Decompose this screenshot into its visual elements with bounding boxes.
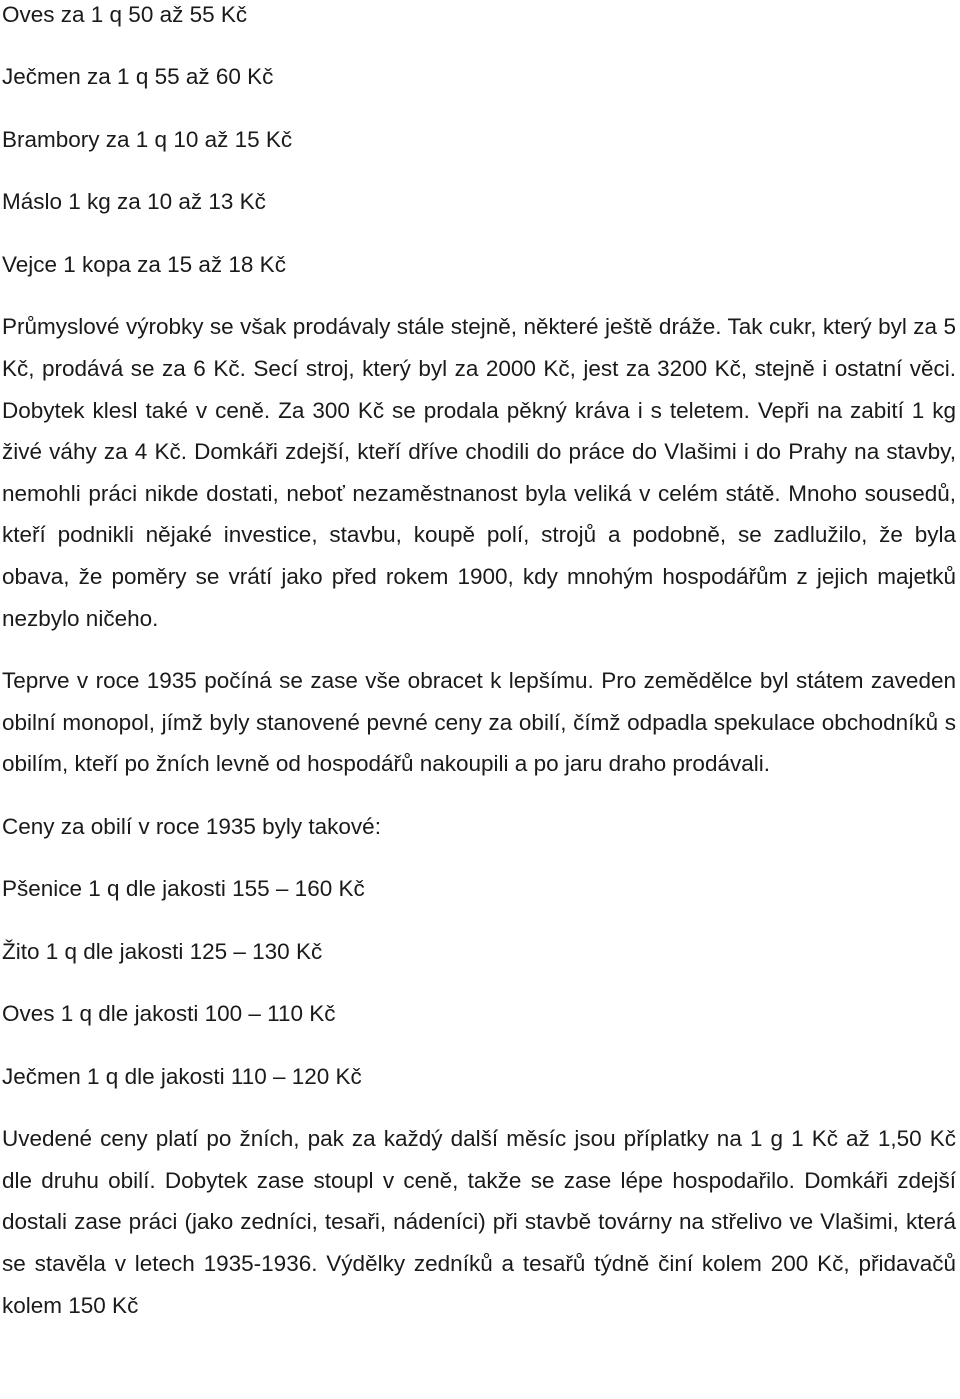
price-line: Vejce 1 kopa za 15 až 18 Kč	[2, 251, 286, 277]
price-line: Máslo 1 kg za 10 až 13 Kč	[2, 189, 266, 215]
paragraph-grain-monopoly: Teprve v roce 1935 počíná se zase vše obracet k lepšímu. Pro zemědělce byl státem zaveden obilní monopol, jímž byly stanovené pevné ceny za obilí, čímž odpadla spekulace obchodníků s obilím, kteří po žních levně od hospodářů nakoupili a po jaru draho prodávali.	[2, 668, 956, 777]
paragraph-surcharges-and-wages: Uvedené ceny platí po žních, pak za každý další měsíc jsou příplatky na 1 g 1 Kč až 1,50 Kč dle druhu obilí. Dobytek zase stoupl v ceně, takže se zase lépe hospodařilo. Domkáři zdejší dostali zase práci (jako zedníci, tesaři, nádeníci) při stavbě továrny na střelivo ve Vlašimi, která se stavěla v letech 1935-1936. Výdělky zedníků a tesařů týdně činí kolem 200 Kč, přidavačů kolem 150 Kč	[2, 1126, 956, 1318]
price-line: Brambory za 1 q 10 až 15 Kč	[2, 126, 293, 152]
grain-price-line: Ječmen 1 q dle jakosti 110 – 120 Kč	[2, 1063, 362, 1089]
price-line: Ječmen za 1 q 55 až 60 Kč	[2, 64, 274, 90]
grain-price-line: Žito 1 q dle jakosti 125 – 130 Kč	[2, 938, 323, 964]
price-line: Oves za 1 q 50 až 55 Kč	[2, 2, 248, 27]
heading-grain-prices-1935: Ceny za obilí v roce 1935 byly takové:	[2, 813, 381, 839]
grain-price-line: Oves 1 q dle jakosti 100 – 110 Kč	[2, 1001, 336, 1027]
paragraph-industrial-prices: Průmyslové výrobky se však prodávaly stále stejně, některé ještě dráže. Tak cukr, který byl za 5 Kč, prodává se za 6 Kč. Secí stroj, který byl za 2000 Kč, jest za 3200 Kč, stejně i ostatní věci. Dobytek klesl také v ceně. Za 300 Kč se prodala pěkný kráva i s teletem. Vepři na zabití 1 kg živé váhy za 4 Kč. Domkáři zdejší, kteří dříve chodili do práce do Vlašimi i do Prahy na stavby, nemohli práci nikde dostati, neboť nezaměstnanost byla veliká v celém státě. Mnoho sousedů, kteří podnikli nějaké investice, stavbu, koupě polí, strojů a podobně, se zadlužilo, že byla obava, že poměry se vrátí jako před rokem 1900, kdy mnohým hospodářům z jejich majetků nezbylo ničeho.	[2, 314, 956, 631]
grain-price-line: Pšenice 1 q dle jakosti 155 – 160 Kč	[2, 876, 365, 902]
